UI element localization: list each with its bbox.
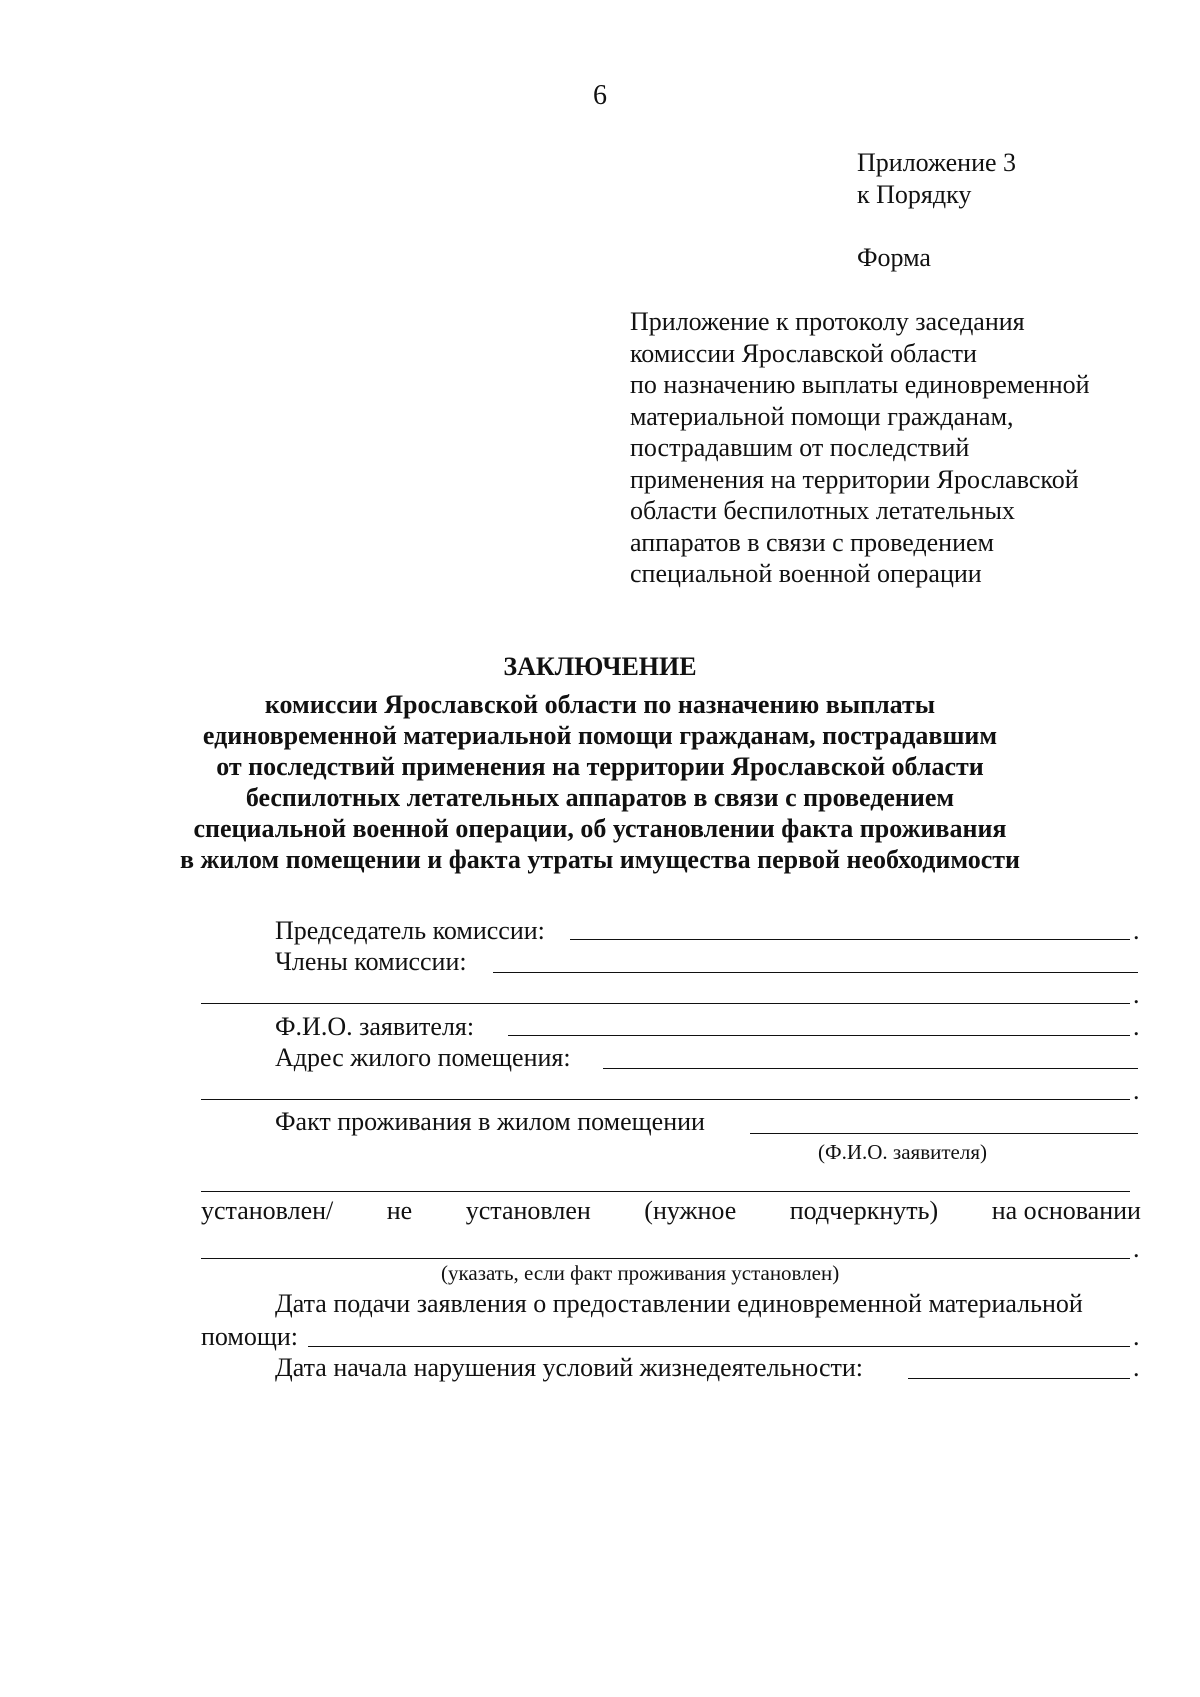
members-field[interactable] (493, 972, 1138, 973)
chairman-period: . (1133, 916, 1140, 945)
address-label: Адрес жилого помещения: (275, 1043, 571, 1072)
established-word: на основании (991, 1196, 1141, 1225)
address-field-continued[interactable] (201, 1099, 1130, 1100)
title-line: специальной военной операции, об установлении факта проживания (193, 814, 1007, 843)
title-line: беспилотных летательных аппаратов в связи с проведением (245, 783, 955, 812)
page-number: 6 (593, 80, 607, 111)
residence-fact-field-continued[interactable] (201, 1191, 1130, 1192)
protocol-line: специальной военной операции (630, 559, 982, 588)
established-word: (нужное (644, 1196, 737, 1225)
protocol-line: области беспилотных летательных (630, 496, 1015, 525)
title-line: от последствий применения на территории Ярославской области (216, 752, 984, 781)
residence-applicant-field[interactable] (750, 1133, 1138, 1134)
violation-date-field[interactable] (908, 1378, 1130, 1379)
established-hint: (указать, если факт проживания установлен) (441, 1261, 840, 1285)
basis-field[interactable] (201, 1258, 1130, 1259)
protocol-line: пострадавшим от последствий (630, 433, 970, 462)
application-date-period: . (1133, 1322, 1140, 1351)
residence-fact-label: Факт проживания в жилом помещении (275, 1107, 705, 1136)
applicant-name-label: Ф.И.О. заявителя: (275, 1012, 475, 1041)
applicant-name-period: . (1133, 1012, 1140, 1041)
document-title (0, 689, 1200, 875)
application-date-label: Дата подачи заявления о предоставлении единовременной материальной (275, 1289, 1083, 1318)
title-line: единовременной материальной помощи гражданам, пострадавшим (202, 721, 998, 750)
protocol-line: комиссии Ярославской области (630, 338, 977, 368)
members-label: Члены комиссии: (275, 947, 467, 976)
title-line: в жилом помещении и факта утраты имущества первой необходимости (179, 845, 1021, 874)
protocol-line: аппаратов в связи с проведением (630, 527, 994, 557)
members-period: . (1133, 980, 1140, 1009)
protocol-attachment (630, 306, 1090, 590)
applicant-hint: (Ф.И.О. заявителя) (818, 1140, 987, 1164)
form-label: Форма (857, 243, 931, 272)
violation-date-period: . (1133, 1353, 1140, 1382)
document-heading: ЗАКЛЮЧЕНИЕ (503, 652, 697, 681)
established-word: установлен/ (201, 1196, 334, 1225)
violation-date-label: Дата начала нарушения условий жизнедеятельности: (275, 1353, 863, 1382)
protocol-line: Приложение к протоколу заседания (630, 307, 1025, 336)
application-date-field[interactable] (308, 1346, 1130, 1347)
appendix-line-1: Приложение 3 (857, 148, 1017, 177)
established-word: не (386, 1196, 413, 1225)
address-period: . (1133, 1076, 1140, 1105)
chairman-label: Председатель комиссии: (275, 916, 545, 945)
title-line: комиссии Ярославской области по назначению выплаты (264, 690, 936, 719)
protocol-line: по назначению выплаты единовременной (630, 370, 1090, 399)
members-field-continued[interactable] (201, 1003, 1130, 1004)
applicant-name-field[interactable] (508, 1035, 1130, 1036)
established-word: подчеркнуть) (789, 1196, 939, 1225)
protocol-line: применения на территории Ярославской (630, 464, 1079, 494)
chairman-field[interactable] (570, 939, 1130, 940)
basis-period: . (1133, 1234, 1140, 1263)
established-word: установлен (465, 1196, 591, 1225)
protocol-line: материальной помощи гражданам, (630, 401, 1014, 431)
address-field[interactable] (603, 1068, 1138, 1069)
established-row (201, 1196, 1141, 1226)
appendix-header (857, 147, 1016, 211)
application-date-label-continued: помощи: (201, 1322, 299, 1351)
appendix-line-2: к Порядку (857, 180, 972, 209)
